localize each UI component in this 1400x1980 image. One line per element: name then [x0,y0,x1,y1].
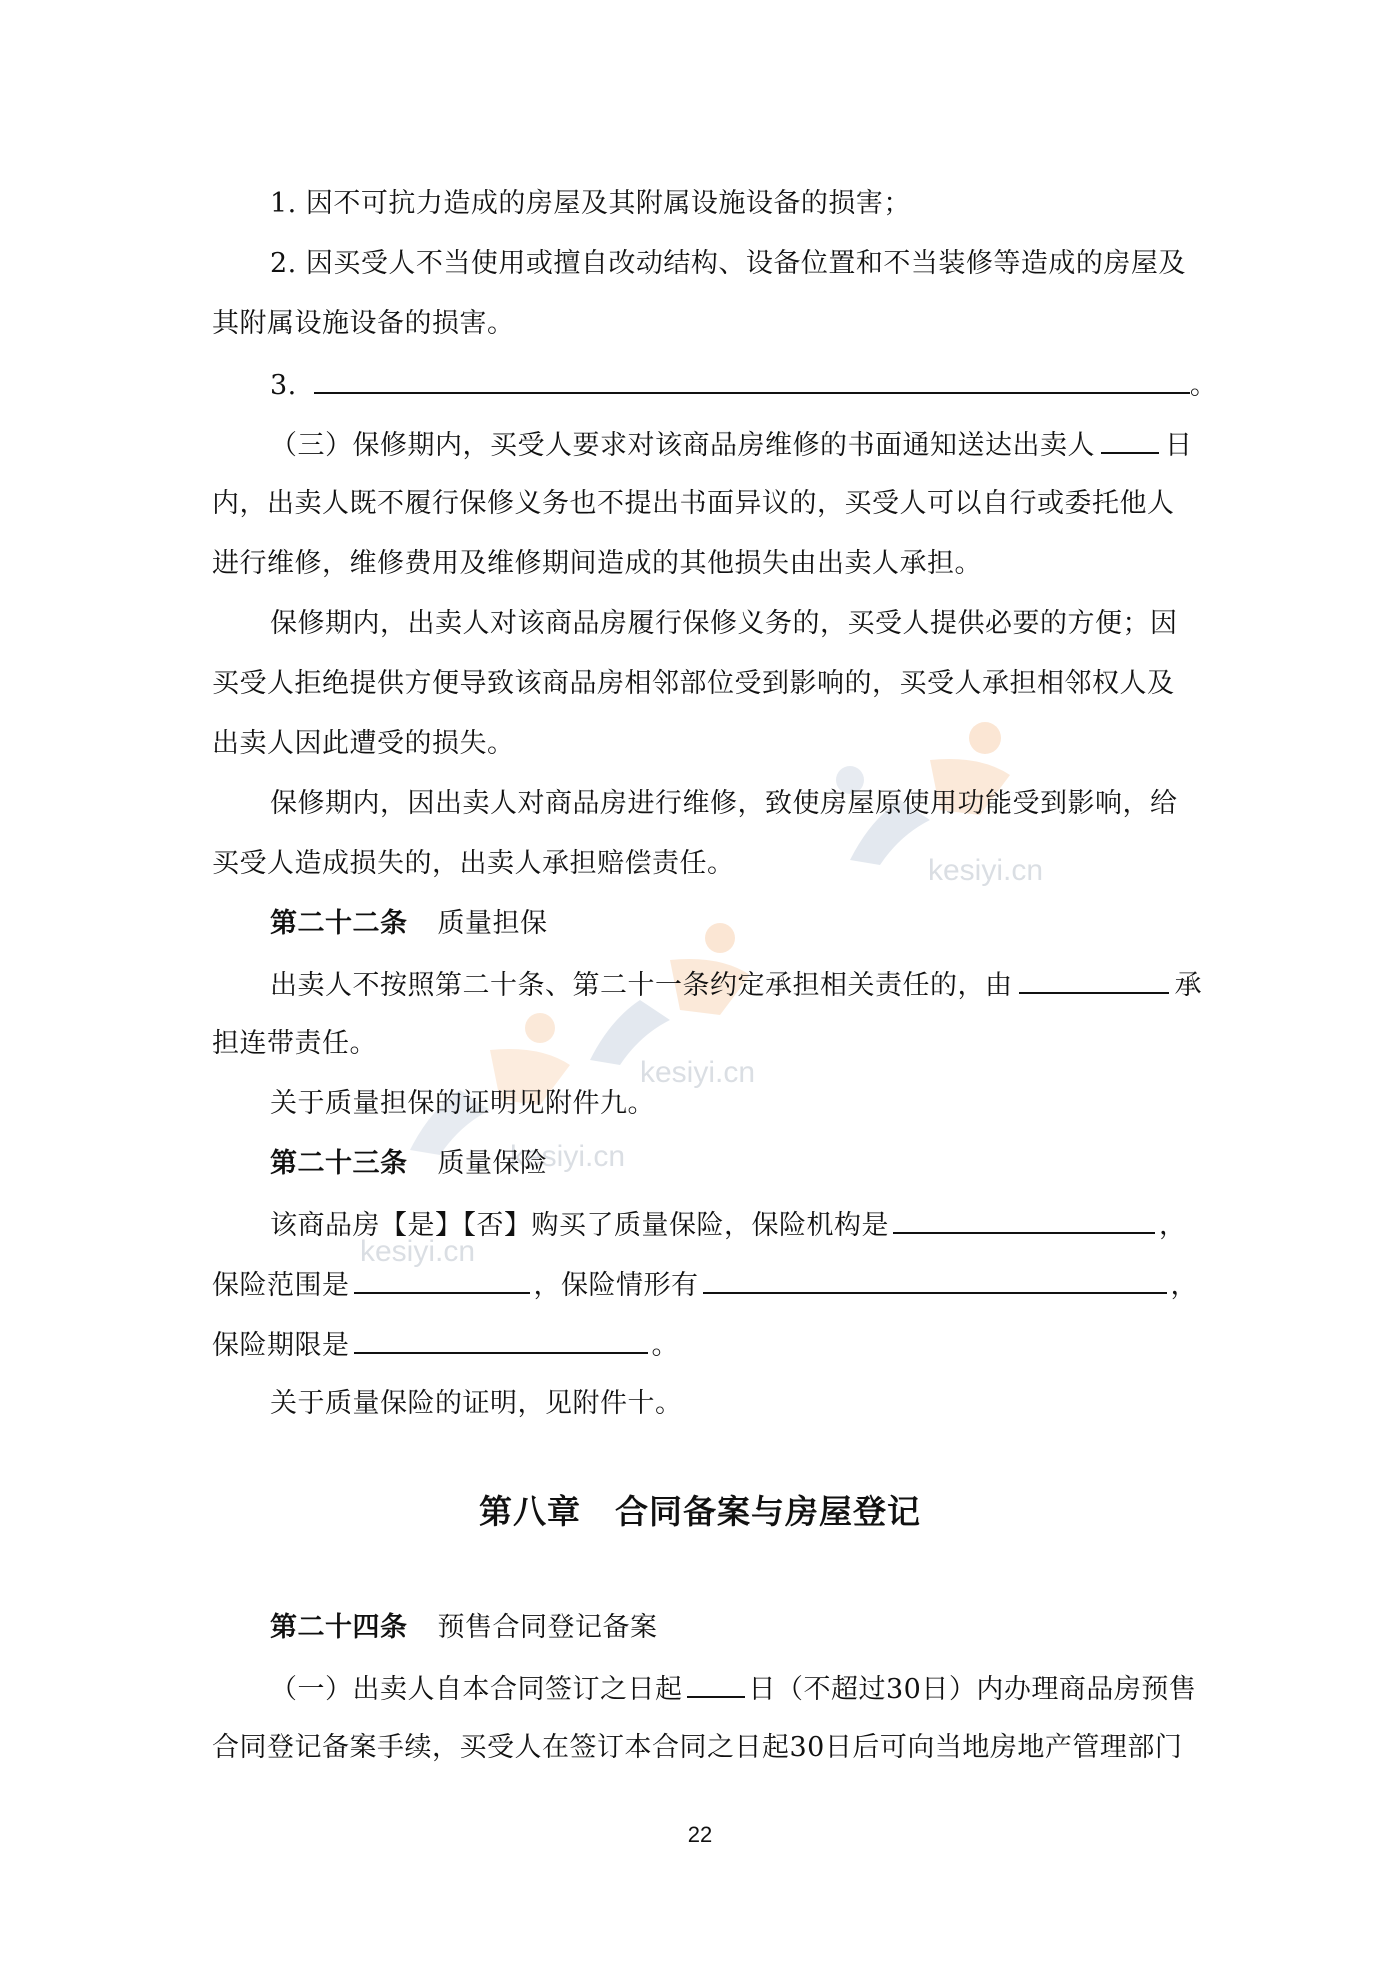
insurance-cases-label: ，保险情形有 [533,1270,699,1301]
article-23-number: 第二十三条 [270,1148,408,1179]
blank-filing-days[interactable] [687,1670,745,1698]
article-23-attachment: 关于质量保险的证明，见附件十。 [270,1388,683,1419]
blank-notice-days[interactable] [1101,426,1159,454]
blank-insurer[interactable] [893,1206,1155,1234]
article-22-number: 第二十二条 [270,908,408,939]
watermark-text-3: kesiyi.cn [510,1140,626,1173]
clause-three-line-2: 内，出卖人既不履行保修义务也不提出书面异议的，买受人可以自行或委托他人 [212,488,1175,519]
article-23-period: 。 [651,1330,679,1361]
article-22-text: 出卖人不按照第二十条、第二十一条约定承担相关责任的，由 [270,970,1013,1001]
blank-item-3[interactable] [314,366,1190,394]
paragraph-repair-2: 买受人造成损失的，出卖人承担赔偿责任。 [212,848,735,879]
article-23-text: 该商品房【是】【否】购买了质量保险，保险机构是 [270,1210,889,1241]
blank-guarantor[interactable] [1019,966,1169,994]
clause-item-2-cont: 其附属设施设备的损害。 [212,308,515,339]
clause-three-day: 日 [1165,430,1193,461]
blank-insurance-scope[interactable] [354,1266,530,1294]
article-22-heading [270,906,548,942]
article-23-line-2 [212,1266,1198,1304]
article-22-line-1 [270,966,1202,1004]
clause-item-2: 2. 因买受人不当使用或擅自改动结构、设备位置和不当装修等造成的房屋及 [270,248,1186,279]
chapter-heading: 第八章 合同备案与房屋登记 [479,1492,921,1531]
item-3-label: 3. [270,370,297,401]
article-23-title: 质量保险 [437,1148,548,1179]
article-24-text: （一）出卖人自本合同签订之日起 [270,1674,683,1705]
paragraph-cooperation-2: 买受人拒绝提供方便导致该商品房相邻部位受到影响的，买受人承担相邻权人及 [212,668,1175,699]
blank-insurance-cases[interactable] [703,1266,1167,1294]
article-23-line-1 [270,1206,1187,1244]
clause-item-3 [270,366,1217,404]
article-23-heading [270,1146,548,1182]
watermark-figure-3 [360,1010,620,1160]
article-22-line-2: 担连带责任。 [212,1028,377,1059]
watermark-text-2: kesiyi.cn [640,1056,756,1089]
article-23-line-3 [212,1326,679,1364]
paragraph-repair-1: 保修期内，因出卖人对商品房进行维修，致使房屋原使用功能受到影响，给 [270,788,1178,819]
paragraph-cooperation-3: 出卖人因此遭受的损失。 [212,728,515,759]
article-23-comma-2: ， [1170,1270,1198,1301]
page-number: 22 [687,1822,713,1847]
insurance-term-label: 保险期限是 [212,1330,350,1361]
insurance-scope-label: 保险范围是 [212,1270,350,1301]
blank-insurance-term[interactable] [354,1326,648,1354]
watermark-text-4: kesiyi.cn [360,1235,476,1268]
article-22-tail: 承 [1174,970,1202,1001]
clause-three-line-3: 进行维修，维修费用及维修期间造成的其他损失由出卖人承担。 [212,548,982,579]
article-24-text-2: 日（不超过30日）内办理商品房预售 [748,1674,1197,1705]
article-24-title: 预售合同登记备案 [437,1612,658,1643]
item-3-end: 。 [1189,370,1218,401]
watermark-text-1: kesiyi.cn [928,854,1044,887]
article-24-line-1 [270,1670,1196,1708]
article-24-heading [270,1610,658,1646]
article-22-attachment: 关于质量担保的证明见附件九。 [270,1088,655,1119]
clause-three-line-1 [270,426,1193,464]
article-22-title: 质量担保 [437,908,548,939]
article-23-comma: ， [1159,1210,1187,1241]
clause-three-text: （三）保修期内，买受人要求对该商品房维修的书面通知送达出卖人 [270,430,1095,461]
article-24-line-2: 合同登记备案手续，买受人在签订本合同之日起30日后可向当地房地产管理部门 [212,1732,1183,1763]
article-24-number: 第二十四条 [270,1612,408,1643]
paragraph-cooperation-1: 保修期内，出卖人对该商品房履行保修义务的，买受人提供必要的方便；因 [270,608,1178,639]
clause-item-1: 1. 因不可抗力造成的房屋及其附属设施设备的损害； [270,188,911,219]
